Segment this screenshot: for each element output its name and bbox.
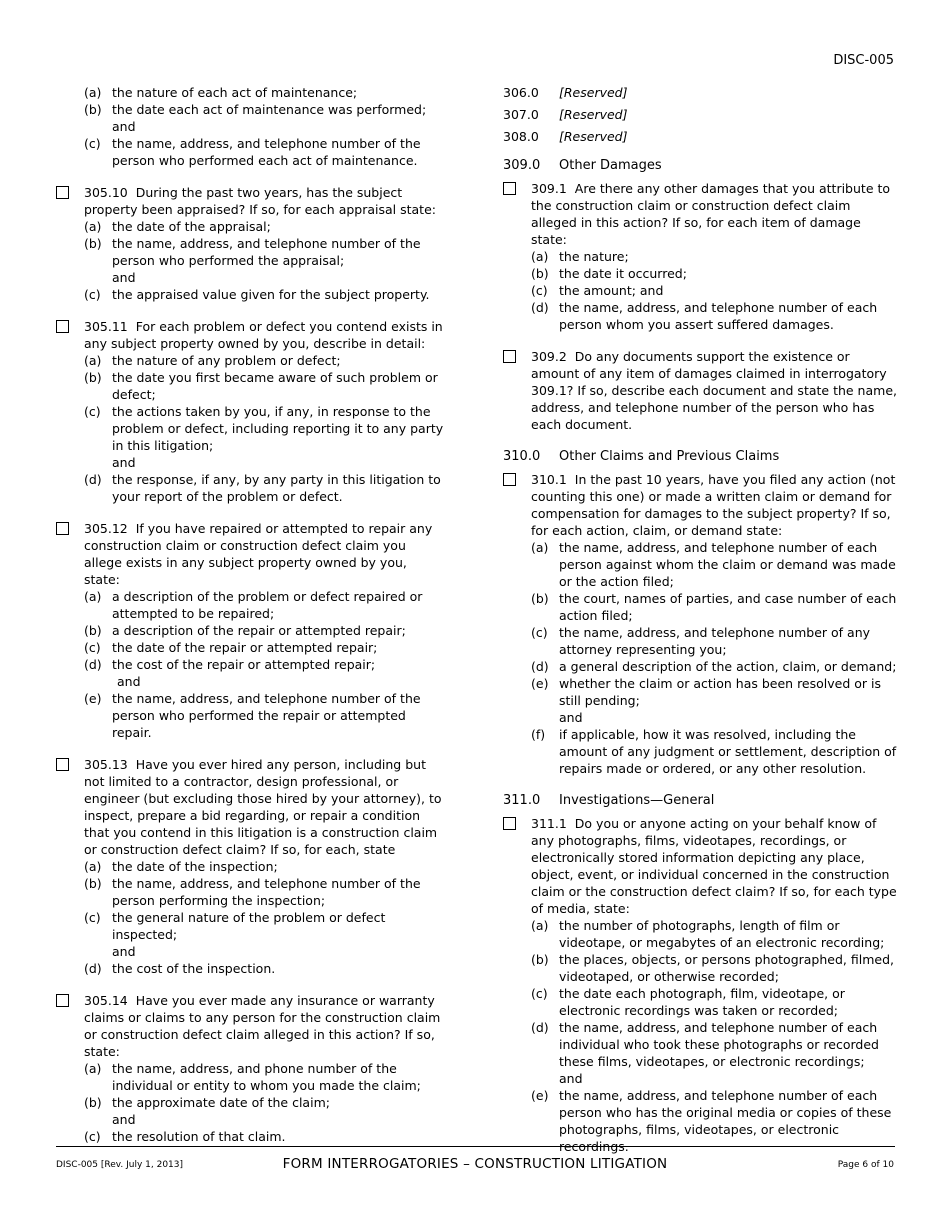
section-heading-310: 310.0 Other Claims and Previous Claims	[503, 449, 780, 464]
question-text: 305.11 For each problem or defect you contend exists in any subject property owned by you, describe in detail:	[84, 319, 443, 351]
right-column	[503, 84, 899, 1170]
and-connector: and	[112, 455, 136, 470]
and-connector: and	[112, 270, 136, 285]
list-item: (b) the date each act of maintenance was performed;	[84, 102, 427, 117]
interrogatory-305-11	[56, 318, 446, 505]
list-item: (e) the name, address, and telephone number of the person who performed the repair or attempted repair.	[84, 691, 421, 740]
interrogatory-309-1	[503, 180, 899, 333]
interrogatory-310-1	[503, 471, 899, 777]
list-item: (a) the name, address, and telephone number of each person against whom the claim or demand was made or the action filed;	[531, 540, 896, 589]
checkbox-309-1[interactable]	[503, 182, 516, 195]
list-item: (c) the name, address, and telephone number of the person who performed each act of maintenance.	[84, 136, 421, 168]
interrogatory-305-12	[56, 520, 446, 741]
reserved-307: 307.0 [Reserved]	[503, 107, 628, 122]
list-item: (d) a general description of the action, claim, or demand;	[531, 659, 897, 674]
continued-items	[56, 84, 446, 169]
question-text: 305.10 During the past two years, has the subject property been appraised? If so, for each appraisal state:	[84, 185, 436, 217]
checkbox-309-2[interactable]	[503, 350, 516, 363]
list-item: (b) the date it occurred;	[531, 266, 687, 281]
list-item: (a) the nature of any problem or defect;	[84, 353, 341, 368]
section-heading-311: 311.0 Investigations—General	[503, 793, 715, 808]
list-item: (d) the cost of the repair or attempted repair;	[84, 657, 376, 672]
checkbox-305-13[interactable]	[56, 758, 69, 771]
reserved-308: 308.0 [Reserved]	[503, 129, 628, 144]
question-text: 309.1 Are there any other damages that you attribute to the construction claim or construction defect claim alleged in this action? If so, for each item of damage state:	[531, 181, 891, 247]
list-item: (f) if applicable, how it was resolved, including the amount of any judgment or settlement, description of repairs made or ordered, or any other resolution.	[531, 727, 897, 776]
list-item: (c) the name, address, and telephone number of any attorney representing you;	[531, 625, 871, 657]
list-item: (d) the name, address, and telephone number of each person whom you assert suffered damages.	[531, 300, 878, 332]
list-item: (c) the actions taken by you, if any, in response to the problem or defect, including reporting it to any party in this litigation;	[84, 404, 444, 453]
interrogatory-305-10	[56, 184, 446, 303]
and-connector: and	[117, 674, 141, 689]
question-text: 305.12 If you have repaired or attempted to repair any construction claim or construction defect claim you allege exists in any subject property owned by you, state:	[84, 521, 433, 587]
and-connector: and	[112, 944, 136, 959]
list-item: (d) the cost of the inspection.	[84, 961, 276, 976]
list-item: (b) the court, names of parties, and case number of each action filed;	[531, 591, 897, 623]
question-text: 309.2 Do any documents support the existence or amount of any item of damages claimed in interrogatory 309.1? If so, describe each document and state the name, address, and telephone number of the person who has each document.	[531, 349, 897, 432]
list-item: (c) the date of the repair or attempted repair;	[84, 640, 378, 655]
list-item: (a) the number of photographs, length of film or videotape, or megabytes of an electronic recording;	[531, 918, 885, 950]
list-item: (a) the name, address, and phone number of the individual or entity to whom you made the claim;	[84, 1061, 421, 1093]
list-item: (b) the name, address, and telephone number of the person performing the inspection;	[84, 876, 421, 908]
interrogatory-305-14	[56, 992, 446, 1145]
checkbox-305-12[interactable]	[56, 522, 69, 535]
list-item: (c) the date each photograph, film, videotape, or electronic recordings was taken or recorded;	[531, 986, 845, 1018]
footer-revision: DISC-005 [Rev. July 1, 2013]	[56, 1160, 184, 1170]
list-item: (a) the date of the inspection;	[84, 859, 278, 874]
footer-title: FORM INTERROGATORIES – CONSTRUCTION LITIGATION	[282, 1156, 668, 1172]
and-connector: and	[559, 1071, 583, 1086]
checkbox-305-14[interactable]	[56, 994, 69, 1007]
section-heading-309: 309.0 Other Damages	[503, 158, 662, 173]
list-item: (e) the name, address, and telephone number of each person who has the original media or copies of these photographs, films, videotapes, or electronic recordings.	[531, 1088, 892, 1154]
question-text: 311.1 Do you or anyone acting on your behalf know of any photographs, films, videotapes, recordings, or electronically stored information depicting any place, object, event, or individual concerned in the construction claim or the construction defect claim? If so, for each type of media, state:	[531, 816, 897, 916]
list-item: (a) the nature;	[531, 249, 629, 264]
question-text: 305.14 Have you ever made any insurance or warranty claims or claims to any person for the construction claim or construction defect claim alleged in this action? If so, state:	[84, 993, 441, 1059]
interrogatory-311-1	[503, 815, 899, 1155]
list-item: (a) a description of the problem or defect repaired or attempted to be repaired;	[84, 589, 423, 621]
checkbox-305-11[interactable]	[56, 320, 69, 333]
list-item: (d) the response, if any, by any party in this litigation to your report of the problem or defect.	[84, 472, 441, 504]
checkbox-310-1[interactable]	[503, 473, 516, 486]
reserved-306: 306.0 [Reserved]	[503, 85, 628, 100]
and-connector: and	[112, 1112, 136, 1127]
form-id: DISC-005	[833, 53, 894, 68]
list-item: (c) the resolution of that claim.	[84, 1129, 286, 1144]
list-item: (b) the name, address, and telephone number of the person who performed the appraisal;	[84, 236, 421, 268]
and-connector: and	[112, 119, 136, 134]
list-item: (a) the date of the appraisal;	[84, 219, 271, 234]
list-item: (e) whether the claim or action has been resolved or is still pending;	[531, 676, 881, 708]
left-column	[56, 84, 446, 1160]
and-connector: and	[559, 710, 583, 725]
checkbox-305-10[interactable]	[56, 186, 69, 199]
list-item: (c) the amount; and	[531, 283, 664, 298]
interrogatory-309-2	[503, 348, 899, 433]
footer-divider	[56, 1146, 895, 1147]
list-item: (b) the approximate date of the claim;	[84, 1095, 330, 1110]
checkbox-311-1[interactable]	[503, 817, 516, 830]
question-text: 305.13 Have you ever hired any person, including but not limited to a contractor, design professional, or engineer (but excluding those hired by your attorney), to inspect, prepare a bid regarding, or repair a condition that you contend in this litigation is a construction claim or construction defect claim? If so, for each, state	[84, 757, 442, 857]
list-item: (b) the places, objects, or persons photographed, filmed, videotaped, or otherwise recorded;	[531, 952, 894, 984]
list-item: (c) the general nature of the problem or defect inspected;	[84, 910, 386, 942]
list-item: (c) the appraised value given for the subject property.	[84, 287, 430, 302]
list-item: (a) the nature of each act of maintenance;	[84, 85, 358, 100]
interrogatory-305-13	[56, 756, 446, 977]
footer-page-number: Page 6 of 10	[837, 1160, 894, 1170]
list-item: (b) the date you first became aware of such problem or defect;	[84, 370, 438, 402]
list-item: (b) a description of the repair or attempted repair;	[84, 623, 406, 638]
question-text: 310.1 In the past 10 years, have you filed any action (not counting this one) or made a written claim or demand for compensation for damages to the subject property? If so, for each action, claim, or demand state:	[531, 472, 896, 538]
list-item: (d) the name, address, and telephone number of each individual who took these photographs or recorded these films, videotapes, or electronic recordings;	[531, 1020, 879, 1069]
